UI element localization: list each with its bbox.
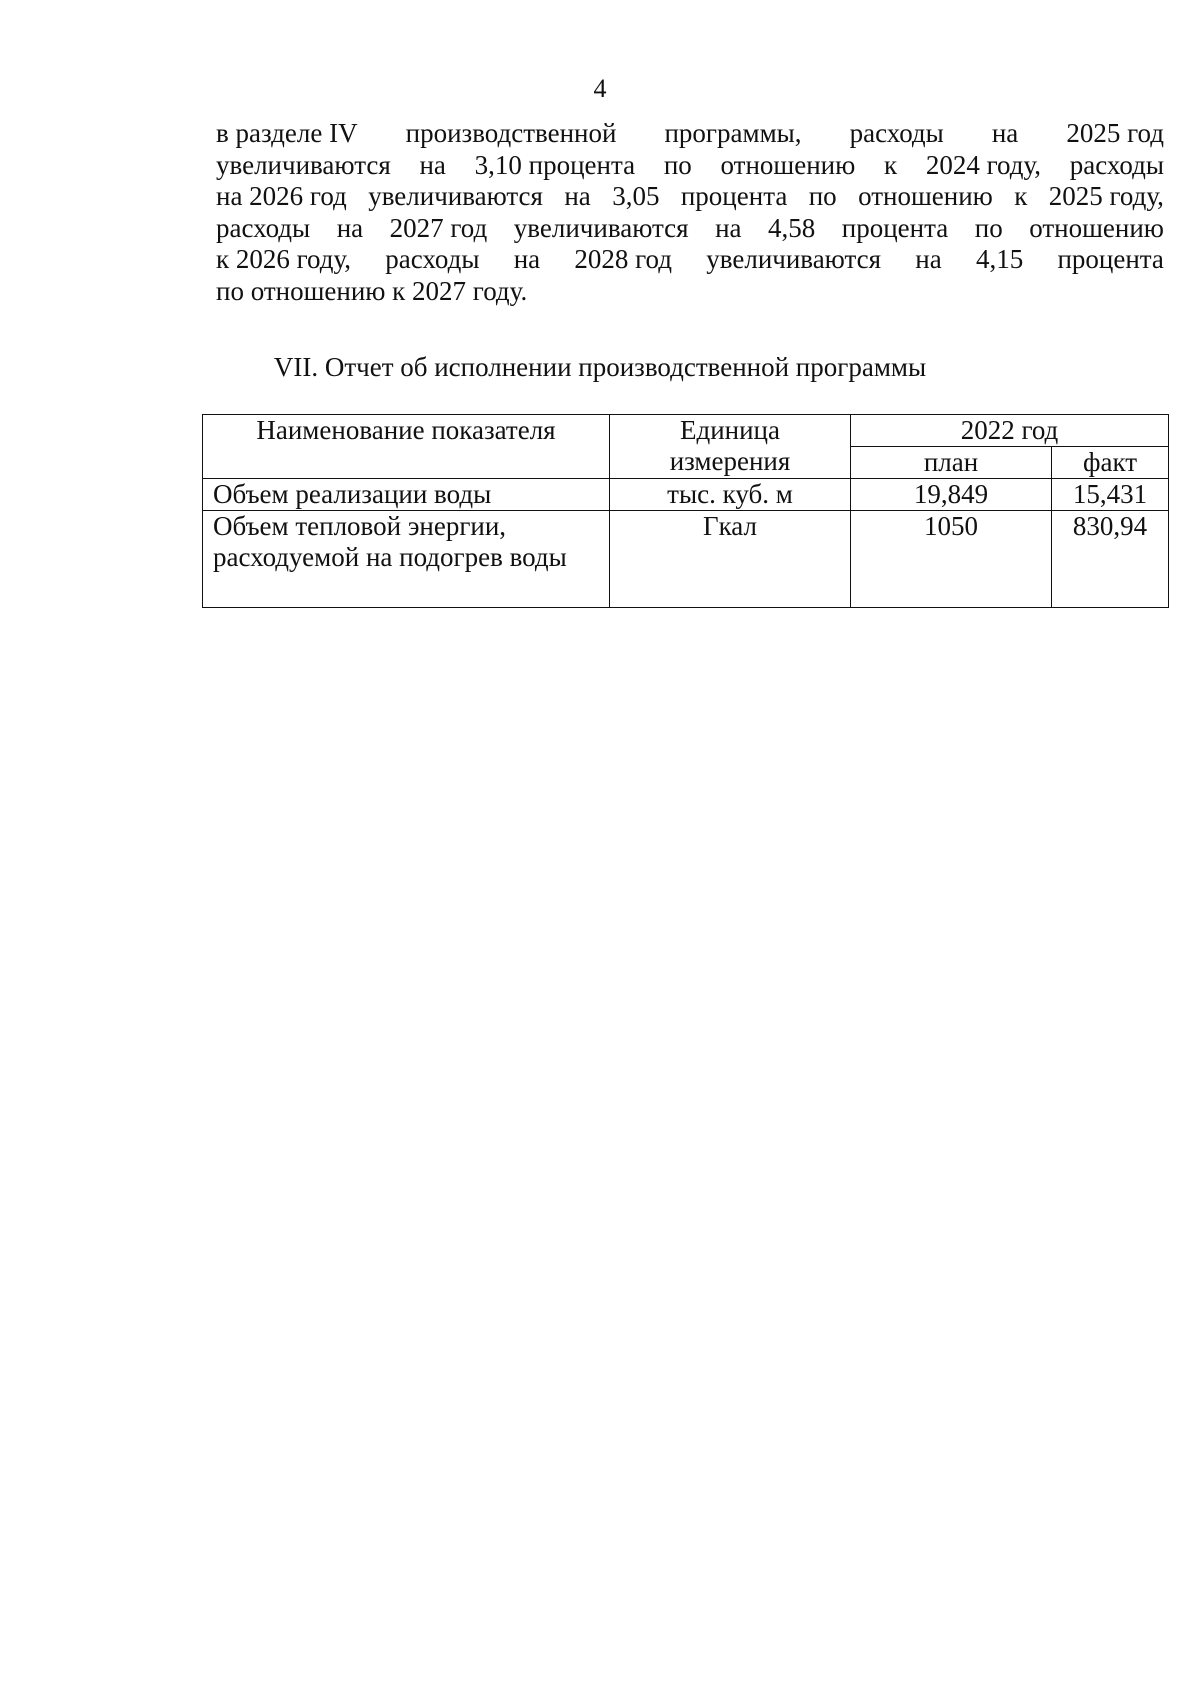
- word: процента: [841, 212, 949, 243]
- report-table: [202, 414, 1169, 608]
- word: 2024 году,: [925, 149, 1042, 180]
- word: расходы: [1069, 149, 1164, 180]
- header-unit: Единица измерения: [610, 415, 851, 479]
- word: 3,10 процента: [474, 149, 636, 180]
- word: 2025 году,: [1048, 181, 1164, 211]
- paragraph-line: [216, 118, 1164, 150]
- word: процента: [1057, 244, 1164, 274]
- word: 3,05: [612, 181, 660, 211]
- word: программы,: [664, 118, 802, 148]
- header-year: 2022 год: [851, 415, 1169, 447]
- word: отношению: [1029, 212, 1164, 243]
- paragraph-line: [216, 276, 1164, 308]
- body-paragraph: [216, 118, 1164, 307]
- word: к: [1014, 181, 1028, 211]
- row-unit: тыс. куб. м: [610, 479, 851, 511]
- header-plan: план: [851, 447, 1052, 479]
- table-row: [203, 479, 1169, 511]
- word: расходы: [216, 212, 311, 243]
- word: 2025 год: [1066, 118, 1164, 148]
- table-row: [203, 511, 1169, 608]
- word: на: [991, 118, 1019, 148]
- word: увеличиваются: [216, 149, 391, 180]
- section-title: VII. Отчет об исполнении производственной программы: [273, 352, 927, 382]
- word: на: [915, 244, 942, 274]
- word: на 2026 год: [216, 181, 347, 211]
- word: к 2026 году,: [216, 244, 352, 274]
- word: на: [513, 244, 541, 274]
- word: по: [974, 212, 1003, 243]
- word: увеличиваются: [368, 181, 543, 211]
- row-plan: 1050: [851, 511, 1052, 608]
- word: по: [663, 149, 692, 180]
- word: производственной: [405, 118, 617, 148]
- header-name: Наименование показателя: [203, 415, 610, 479]
- word: отношению: [720, 149, 856, 180]
- row-fact: 830,94: [1052, 511, 1169, 608]
- header-fact: факт: [1052, 447, 1169, 479]
- paragraph-line: [216, 213, 1164, 245]
- word: увеличиваются: [513, 212, 689, 243]
- word: 4,15: [975, 244, 1024, 274]
- word: на: [419, 149, 446, 180]
- word: 2028 год: [574, 244, 673, 274]
- word: по: [808, 181, 837, 211]
- paragraph-line: [216, 150, 1164, 182]
- word: расходы: [849, 118, 944, 148]
- word: 4,58: [768, 212, 816, 243]
- page-number: 4: [593, 74, 607, 103]
- row-unit: Гкал: [610, 511, 851, 608]
- word: к: [884, 149, 898, 180]
- word: на: [336, 212, 364, 243]
- row-fact: 15,431: [1052, 479, 1169, 511]
- row-name: Объем реализации воды: [203, 479, 610, 511]
- word: процента: [680, 181, 788, 211]
- word: по отношению к 2027 году.: [216, 275, 528, 306]
- paragraph-line: [216, 181, 1164, 213]
- word: на: [715, 212, 742, 243]
- word: 2027 год: [389, 212, 488, 243]
- row-name: Объем тепловой энергии, расходуемой на подогрев воды: [203, 511, 610, 608]
- word: расходы: [385, 244, 480, 274]
- word: на: [564, 181, 591, 211]
- table-header-row: [203, 415, 1169, 447]
- word: отношению: [858, 181, 993, 211]
- word: в разделе IV: [216, 118, 358, 148]
- paragraph-line: [216, 244, 1164, 276]
- row-plan: 19,849: [851, 479, 1052, 511]
- word: увеличиваются: [706, 244, 882, 274]
